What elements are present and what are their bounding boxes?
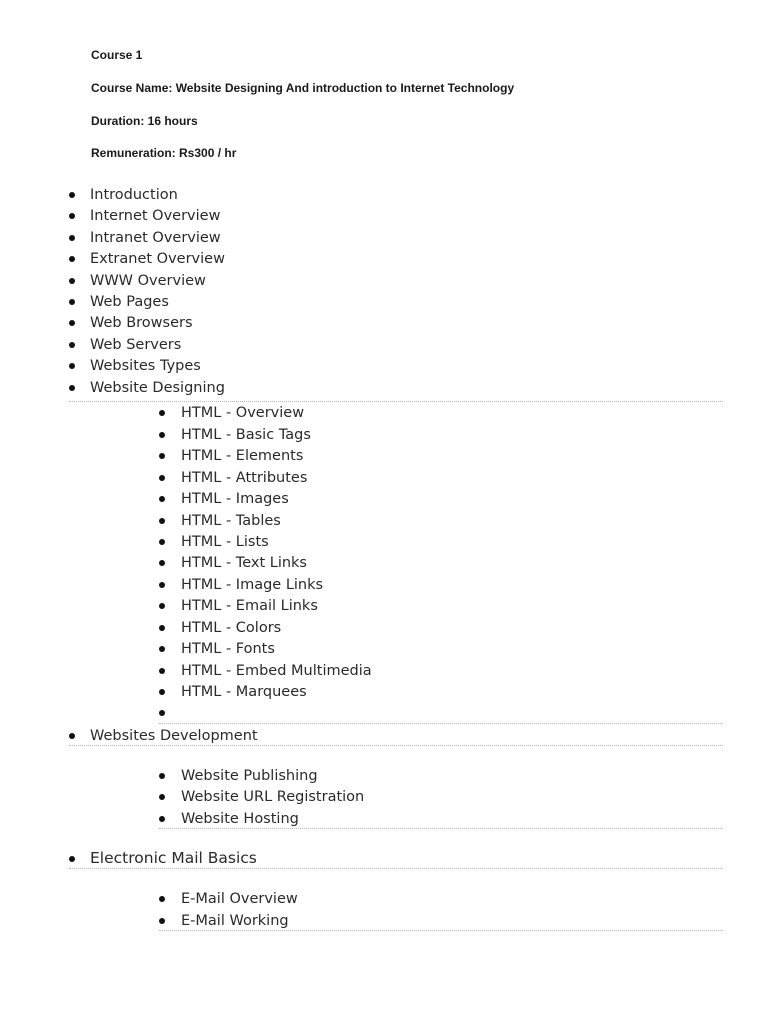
topic-item: WWW Overview [90,273,206,289]
bullet [159,603,165,609]
divider [159,828,723,829]
bullet [159,410,165,416]
bullet [159,773,165,779]
bullet [69,278,75,284]
bullet [159,794,165,800]
html-topic-item: HTML - Text Links [181,555,307,571]
bullet [69,213,75,219]
bullet [69,733,75,739]
bullet [69,385,75,391]
bullet [159,918,165,924]
html-topic-item: HTML - Elements [181,448,304,464]
course-duration: Duration: 16 hours [91,114,198,128]
bullet [159,518,165,524]
bullet [69,256,75,262]
development-item: Website Publishing [181,768,318,784]
html-topic-item: HTML - Lists [181,534,269,550]
bullet [69,320,75,326]
email-item: E-Mail Overview [181,891,298,907]
bullet [159,668,165,674]
course-remuneration: Remuneration: Rs300 / hr [91,146,237,160]
empty-bullet [159,710,165,716]
bullet [159,582,165,588]
bullet [159,539,165,545]
topic-item: Websites Types [90,358,201,374]
bullet [159,625,165,631]
topic-item: Extranet Overview [90,251,225,267]
html-topic-item: HTML - Embed Multimedia [181,663,372,679]
topic-item: Introduction [90,187,178,203]
course-number: Course 1 [91,48,143,62]
bullet [69,192,75,198]
html-topic-item: HTML - Email Links [181,598,318,614]
divider [69,745,723,746]
development-item: Website Hosting [181,811,299,827]
section-title-email: Electronic Mail Basics [90,849,257,867]
bullet [159,896,165,902]
email-item: E-Mail Working [181,913,289,929]
topic-item: Web Pages [90,294,169,310]
topic-item: Internet Overview [90,208,221,224]
html-topic-item: HTML - Overview [181,405,305,421]
divider [159,723,723,724]
html-topic-item: HTML - Images [181,491,289,507]
bullet [159,453,165,459]
topic-item: Web Browsers [90,315,193,331]
bullet [69,235,75,241]
html-topic-item: HTML - Marquees [181,684,307,700]
html-topic-item: HTML - Colors [181,620,282,636]
html-topic-item: HTML - Fonts [181,641,275,657]
topic-item: Intranet Overview [90,230,221,246]
divider [69,868,723,869]
divider [69,401,723,402]
bullet [159,475,165,481]
html-topic-item: HTML - Tables [181,513,281,529]
divider [159,930,723,931]
bullet [159,432,165,438]
topic-item: Website Designing [90,380,225,396]
bullet [159,816,165,822]
section-title-development: Websites Development [90,728,258,744]
bullet [69,363,75,369]
bullet [159,689,165,695]
course-name: Course Name: Website Designing And introduction to Internet Technology [91,81,515,95]
bullet [69,299,75,305]
bullet [159,560,165,566]
bullet [69,342,75,348]
bullet [69,856,75,862]
bullet [159,496,165,502]
html-topic-item: HTML - Attributes [181,470,308,486]
topic-item: Web Servers [90,337,182,353]
bullet [159,646,165,652]
html-topic-item: HTML - Basic Tags [181,427,311,443]
html-topic-item: HTML - Image Links [181,577,324,593]
development-item: Website URL Registration [181,789,365,805]
